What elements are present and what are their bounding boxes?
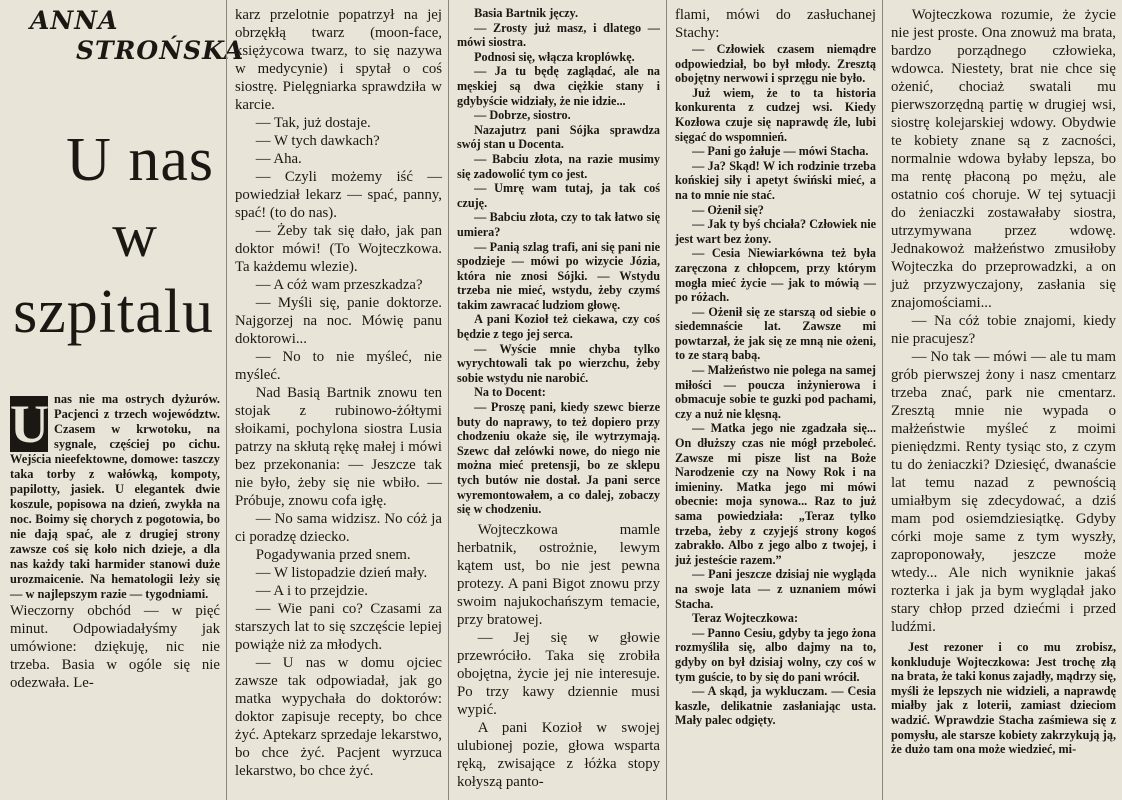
paragraph: — No sama widzisz. No cóż ja ci poradzę dziecko. (235, 511, 442, 545)
article-lead (10, 392, 220, 602)
author-last-name: STROŃSKA (76, 36, 245, 65)
column-4-body-text (675, 6, 876, 42)
paragraph: — W listopadzie dzień mały. (255, 565, 428, 581)
column-5 (882, 0, 1122, 800)
column-4 (666, 0, 882, 800)
paragraph: — Wyście mnie chyba tylko wyrychtowali tak po wierzchu, żeby sobie wstydu nie narobić. (457, 341, 660, 385)
paragraph: Już wiem, że to ta historia konkurenta z cudzej wsi. Kiedy Kozłowa czuje się naprawdę źle, lubi sięgać do wspomnień. (675, 85, 876, 144)
column-5-small-text (891, 640, 1116, 757)
paragraph: flami, mówi do zasłuchanej Stachy: (675, 7, 876, 41)
paragraph: Jest rezoner i co mu zrobisz, konkluduje Wojteczkowa: Jest trochę złą na brata, że taki konus zajadły, mądrzy się, myśli że lepszych nie widzieli, a naprawdę miałby jak z loterii, zamiast dzieciom wadzić. Wprawdzie Stacha zaśmiewa się z pomysłu, ale starsze kobiety zakrzykują ją, że dużo tam ona może wiedzieć, mi- (891, 640, 1116, 757)
paragraph: — Panią szlag trafi, ani się pani nie spodzieje — mówi po wizycie Józia, która nie znosi Sójki. — Wstydu trzeba nie mieć, wstydu, żeby czymś takim zawracać ludziom głowę. (457, 239, 660, 312)
drop-cap: U (10, 394, 49, 454)
paragraph: — Umrę wam tutaj, ja tak coś czuję. (457, 181, 660, 210)
paragraph: — No tak — mówi — ale tu mam grób pierwszej żony i nasz cmentarz trzeba znać, park nie cmentarz. Zresztą mnie nie wypada o małżeństwie myśleć z moimi pieniędzmi. Renty tysiąc sto, z czym tu do żeniaczki? Dziesięć, dwanaście lat temu nazad z pewnością umiałbym się zdecydować, a dziś mam pod osiemdziesiątkę. Gdyby córki moje same z tym wyszły, zaproponowały, jeszcze może wtedy... Ale nich wyniknie jakaś rozterka i jak ja bym wyglądał jako stary chłop przed dziećmi i przed ludźmi. (891, 349, 1116, 635)
paragraph: — Matka jego nie zgadzała się... On dłuższy czas nie mógł przeboleć. Zawsze mi pisze list na Boże Narodzenie czy na Nowy Rok i na imieniny. Matka jego mi mówi obecnie: moja synowa... Raz to już sama powiedziała: „Teraz tylko trzeba, żeby z czyjejś strony kogoś zabrakło. Albo z jego albo z twojej, i już jesteście razem.” (675, 421, 876, 567)
column-5-body-text (891, 6, 1116, 636)
column-3-body-text (457, 521, 660, 791)
paragraph: — Wie pani co? Czasami za starszych lat to się szczęście lepiej powiąże niż za młodych. (235, 601, 442, 653)
paragraph: — Tak, już dostaje. (255, 115, 371, 131)
column-1 (0, 0, 245, 800)
paragraph: Podnosi się, włącza kroplówkę. (474, 49, 635, 64)
column-1-tail (10, 602, 220, 692)
paragraph: — Babciu złota, czy to tak łatwo się umiera? (457, 210, 660, 239)
paragraph: — Jak ty byś chciała? Człowiek nie jest wart bez żony. (675, 217, 876, 246)
paragraph: — Czyli możemy iść — powiedział lekarz — spać, panny, spać! (to do nas). (235, 169, 442, 221)
column-3 (448, 0, 666, 800)
title-line-2: w (112, 202, 158, 270)
paragraph: — Pani jeszcze dzisiaj nie wygląda na swoje lata — z uznaniem mówi Stacha. (675, 567, 876, 611)
paragraph: — Myśli się, panie doktorze. Najgorzej na noc. Mówię panu doktorowi... (235, 295, 442, 347)
paragraph: — Człowiek czasem niemądre odpowiedział, bo był młody. Zresztą obojętny nerwowi i sprzęgu nie było. (675, 42, 876, 86)
paragraph: — W tych dawkach? (255, 133, 380, 149)
paragraph: — Aha. (255, 151, 302, 167)
paragraph: Nazajutrz pani Sójka sprawdza swój stan u Docenta. (457, 122, 660, 152)
paragraph: — Dobrze, siostro. (474, 108, 571, 123)
paragraph: — Ożenił się? (692, 202, 764, 217)
paragraph: — Ożenił się ze starszą od siebie o siedemnaście lat. Zawsze mi powtarzał, że jak się ze mną nie ożeni, to ze starą babą. (675, 304, 876, 363)
article-title (10, 122, 220, 350)
paragraph: Wojteczkowa rozumie, że życie nie jest proste. Ona znowuż ma brata, bardzo porządnego człowieka, wdowca. Niestety, brat nie chce się ożenić, chociaż swatali mu pierwszorzędną partię w drugiej wsi, siostrę kolejarskiej wdowy. Obydwie te kobiety znane są z zacności, normalnie wdowa byłaby lepsza, bo ma rentę płaconą po mężu, ale ostatnio coś choruje. W tej sytuacji do żeniaczki zostawałaby siostra, utrzymywana przez wdowę. Jednakowoż małżeństwo zmusiłoby Wojteczka do przeprowadzki, a on już przyzwyczajony, zasłania się znajomościami... (891, 7, 1116, 311)
paragraph: Nad Basią Bartnik znowu ten stojak z rubinowo-żółtymi słoikami, pochylona siostra Lusia patrzy na skłutą rękę małej i mówi bez przekonania: — Jeszcze tak nie było, żeby się nie wbiło. — Próbuje, znowu cofa igłę. (235, 385, 442, 509)
lead-paragraph: nas nie ma ostrych dyżurów. Pacjenci z trzech województw. Czasem w krwotoku, na sygnale, częściej po cichu. Wejścia nieefektowne, domowe: taszczy taka torby z wałówką, kompoty, papilotty, jasiek. U elegantek dwie koszule, popisowa na dzień, zwykła na noc. Boimy się chorych z pogotowia, bo nie dają spać, ale z drugiej strony zawsze coś się koło nich dzieje, a dla nas każdy taki harmider stanowi duże urozmaicenie. Na hematologii leży się — w najlepszym razie — tygodniami. (10, 392, 220, 601)
paragraph: — No to nie myśleć, nie myśleć. (235, 349, 442, 383)
title-line-3: szpitalu (13, 278, 214, 346)
paragraph: — A skąd, ja wykluczam. — Cesia kaszle, delikatnie zasłaniając usta. Mały palec odgięty. (675, 684, 876, 728)
paragraph: — A cóż wam przeszkadza? (255, 277, 423, 293)
paragraph: Teraz Wojteczkowa: (692, 611, 799, 626)
paragraph: — Żeby tak się dało, jak pan doktor mówi! (To Wojteczkowa. Ta każdemu wlezie). (235, 223, 442, 275)
paragraph: — Panno Cesiu, gdyby ta jego żona rozmyśliła się, albo dajmy na to, gdyby on był dzisiaj wolny, czy coś w tym guście, to by się do pani wrócił. (675, 625, 876, 684)
author-name (10, 6, 245, 66)
author-first-name: ANNA (30, 6, 119, 35)
paragraph: — Zrosty już masz, i dlatego — mówi siostra. (457, 20, 660, 50)
paragraph: A pani Kozioł w swojej ulubionej pozie, głowa wsparta ręką, zwisające z łóżka stopy kołyszą panto- (457, 719, 660, 790)
paragraph: — Cesia Niewiarkówna też była zaręczona z chłopcem, przy którym mogła mieć życie — jak to mówią — po różach. (675, 246, 876, 305)
column-4-small-text (675, 42, 876, 728)
paragraph: — Na cóż tobie znajomi, kiedy nie pracujesz? (891, 313, 1116, 347)
paragraph: Pogadywania przed snem. (255, 547, 411, 563)
paragraph: karz przelotnie popatrzył na jej obrzękłą twarz (moon-face, księżycowa twarz, to się nazywa w medycynie) i spytał o coś siostrę. Pielęgniarka sprawdziła w karcie. (235, 7, 442, 113)
title-line-1: U nas (66, 126, 214, 194)
paragraph: Wojteczkowa mamle herbatnik, ostrożnie, lewym kątem ust, bo nie jest pewna protezy. A pani Bigot znowu przy swoim najukochańszym temacie, przy bratowej. (457, 521, 660, 628)
paragraph: A pani Kozioł też ciekawa, czy coś będzie z tego jej serca. (457, 312, 660, 342)
paragraph: — U nas w domu ojciec zawsze tak odpowiadał, jak go matka wypychała do doktorów: doktor zapisuje recepty, bo chce żyć. Aptekarz sprzedaje lekarstwo, bo chce żyć. Pacjent wyrzuca lekarstwo, bo chce żyć. (235, 655, 442, 779)
column-3-small-text (457, 6, 660, 517)
paragraph: — Ja tu będę zaglądać, ale na męskiej są dwa ciężkie stany i gdybyście widziały, że nie idzie... (457, 64, 660, 108)
column-2 (226, 0, 448, 800)
paragraph: — Ja? Skąd! W ich rodzinie trzeba końskiej siły i apetyt świński mieć, a na to mnie nie stać. (675, 158, 876, 202)
paragraph: — Jej się w głowie przewróciło. Taka się zrobiła obojętna, życie jej nie interesuje. Po trzy kawy dziennie musi wypić. (457, 629, 660, 718)
paragraph: — Pani go żałuje — mówi Stacha. (692, 144, 869, 159)
paragraph: — Proszę pani, kiedy szewc bierze buty do naprawy, to też dopiero przy chodzeniu okaże się, ile wytrzymają. Szewc dał zelówki nowe, do niego nie można mieć pretensji, bo ze sklepu tych butów nie dostał. Ja pani serce wyremontowałem, a co dalej, zobaczy się w chodzeniu. (457, 400, 660, 517)
paragraph: — Babciu złota, na razie musimy się zadowolić tym co jest. (457, 151, 660, 181)
paragraph: Basia Bartnik jęczy. (474, 6, 579, 20)
paragraph: Wieczorny obchód — w pięć minut. Odpowiadałyśmy jak umówione: dziękuję, nic nie trzeba. Basia w ogóle się nie odezwała. Le- (10, 603, 220, 691)
paragraph: — A i to przejdzie. (255, 583, 368, 599)
paragraph: Na to Docent: (474, 385, 546, 400)
paragraph: — Małżeństwo nie polega na samej miłości — poucza inżynierowa i obmacuje sobie te guzki pod pachami, czy a nuż nie klęsną. (675, 363, 876, 421)
